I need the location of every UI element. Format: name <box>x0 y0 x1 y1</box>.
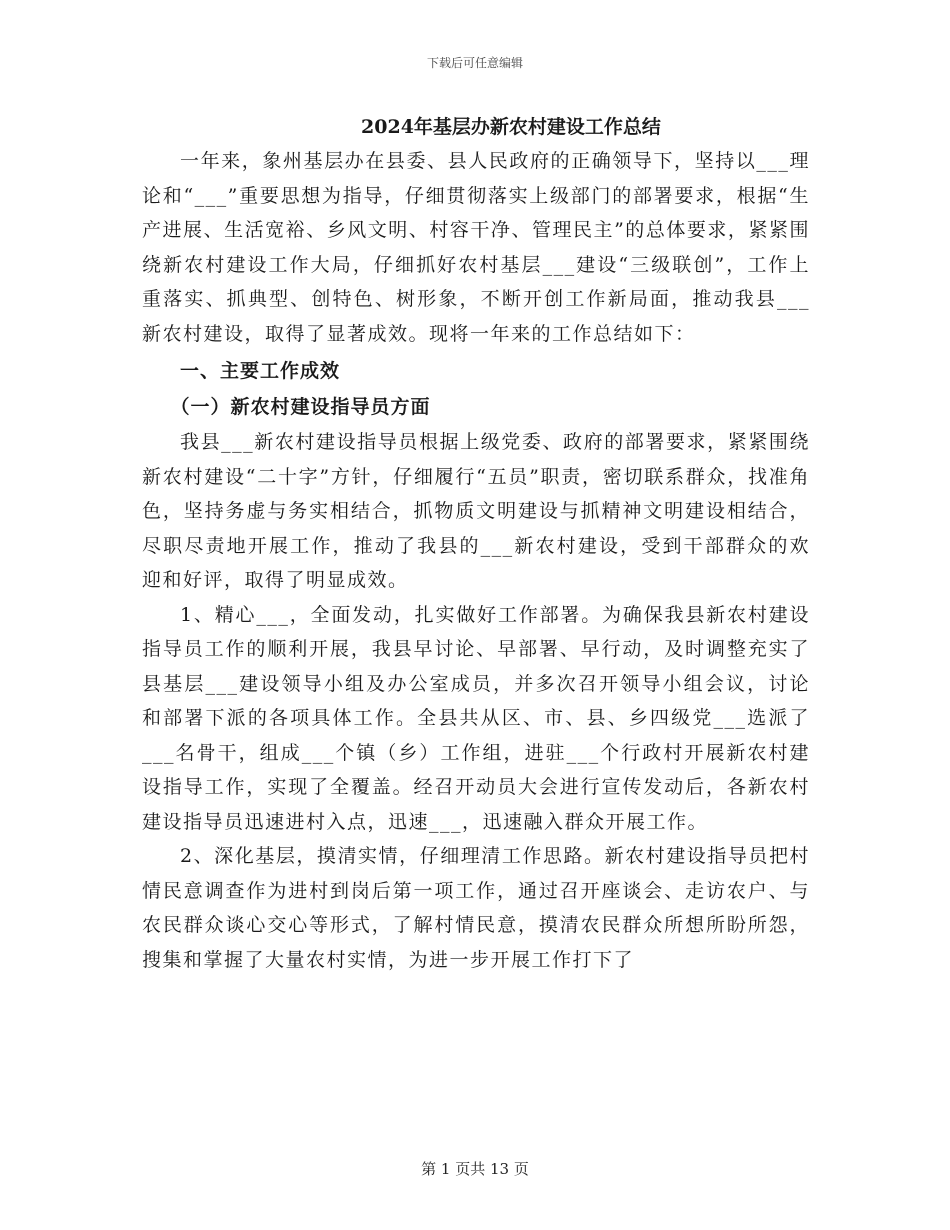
page-number: 第 1 页共 13 页 <box>421 1160 529 1178</box>
subsection-heading: （一）新农村建设指导员方面 <box>170 396 431 418</box>
section-heading: 一、主要工作成效 <box>180 360 341 382</box>
document-body <box>142 110 810 977</box>
header-note: 下载后可任意编辑 <box>426 56 523 70</box>
body-paragraph-2: 1、精心___，全面发动，扎实做好工作部署。为确保我县新农村建设指导员工作的顺利开展，我县早讨论、早部署、早行动，及时调整充实了县基层___建设领导小组及办公室成员，并多次召开领导小组会议，讨论和部署下派的各项具体工作。全县共从区、市、县、乡四级党___选派了___名骨干，组成___个镇（乡）工作组，进驻___个行政村开展新农村建设指导工作，实现了全覆盖。经召开动员大会进行宣传发动后，各新农村建设指导员迅速进村入点，迅速___，迅速融入群众开展工作。 <box>142 603 810 833</box>
body-paragraph-1: 我县___新农村建设指导员根据上级党委、政府的部署要求，紧紧围绕新农村建设“二十字”方针，仔细履行“五员”职责，密切联系群众，找准角色，坚持务虚与务实相结合，抓物质文明建设与抓精神文明建设相结合，尽职尽责地开展工作，推动了我县的___新农村建设，受到干部群众的欢迎和好评，取得了明显成效。 <box>142 431 810 591</box>
body-paragraph-3: 2、深化基层，摸清实情，仔细理清工作思路。新农村建设指导员把村情民意调查作为进村到岗后第一项工作，通过召开座谈会、走访农户、与农民群众谈心交心等形式，了解村情民意，摸清农民群众所想所盼所怨，搜集和掌握了大量农村实情，为进一步开展工作打下了 <box>142 845 810 971</box>
intro-paragraph: 一年来，象州基层办在县委、县人民政府的正确领导下，坚持以___理论和“___”重要思想为指导，仔细贯彻落实上级部门的部署要求，根据“生产进展、生活宽裕、乡风文明、村容干净、管理民主”的总体要求，紧紧围绕新农村建设工作大局，仔细抓好农村基层___建设“三级联创”，工作上重落实、抓典型、创特色、树形象，不断开创工作新局面，推动我县___新农村建设，取得了显著成效。现将一年来的工作总结如下： <box>142 150 810 345</box>
document-title: 2024年基层办新农村建设工作总结 <box>361 116 661 138</box>
